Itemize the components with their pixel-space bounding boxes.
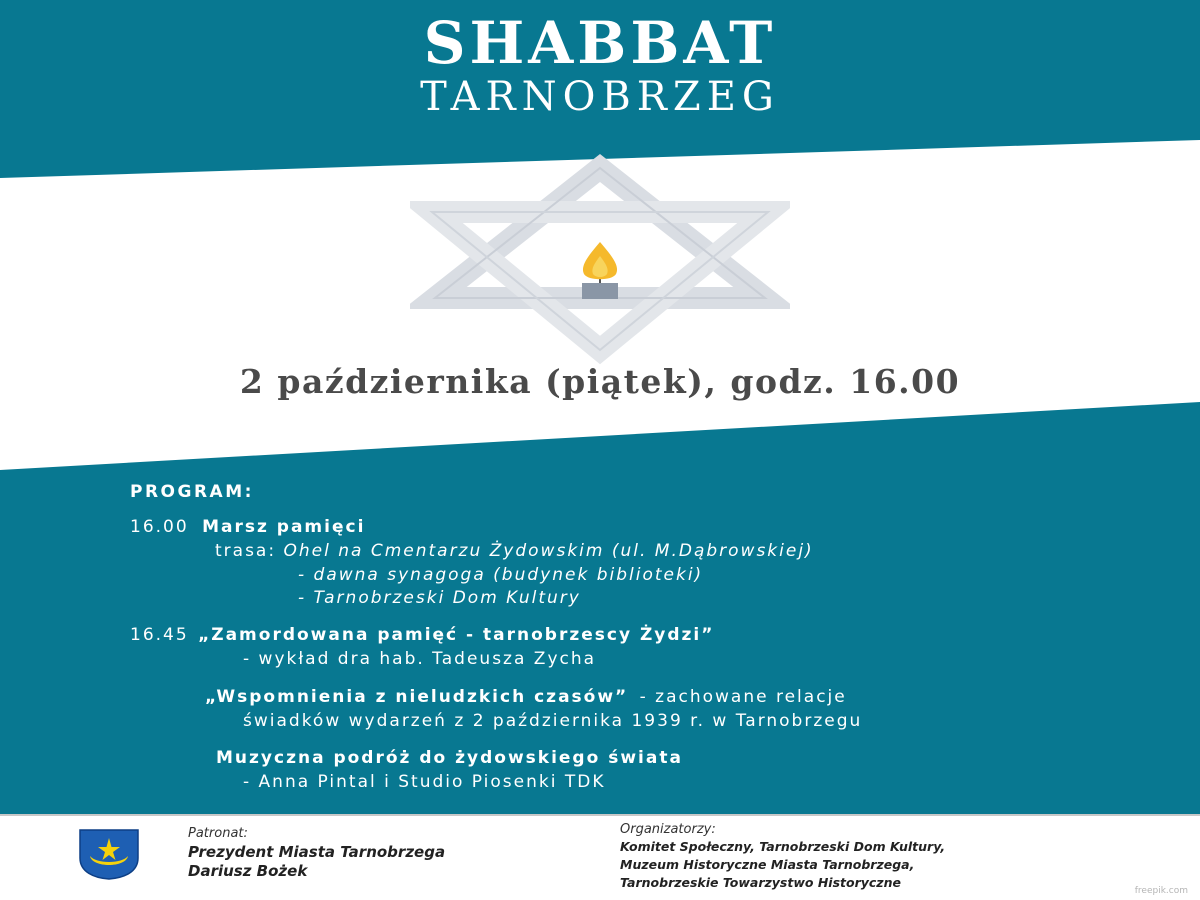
program-item-time: 16.00 bbox=[130, 517, 189, 537]
route-label: trasa: bbox=[215, 541, 277, 561]
patronage-label: Patronat: bbox=[188, 826, 248, 841]
program-item-title: „Wspomnienia z nieludzkich czasów” bbox=[205, 687, 629, 707]
program-item-time: 16.45 bbox=[130, 625, 189, 645]
footer-divider bbox=[0, 814, 1200, 816]
patronage-line: Dariusz Bożek bbox=[188, 862, 308, 880]
organizers-label: Organizatorzy: bbox=[620, 822, 716, 837]
candle-icon bbox=[582, 242, 618, 299]
program-item-detail: - wykład dra hab. Tadeusza Zycha bbox=[243, 649, 597, 669]
organizers-line: Muzeum Historyczne Miasta Tarnobrzega, bbox=[620, 857, 915, 872]
program-item-3 bbox=[205, 685, 847, 709]
patronage-line: Prezydent Miasta Tarnobrzega bbox=[188, 843, 446, 861]
program-heading: PROGRAM: bbox=[130, 482, 254, 502]
watermark-text: freepik.com bbox=[1134, 886, 1188, 896]
organizers-line: Komitet Społeczny, Tarnobrzeski Dom Kultury, bbox=[620, 839, 946, 854]
program-item-2 bbox=[130, 623, 714, 647]
program-item-detail: świadków wydarzeń z 2 października 1939 r. w Tarnobrzegu bbox=[243, 711, 863, 731]
poster-subtitle: TARNOBRZEG bbox=[420, 74, 780, 120]
program-item-detail: - Anna Pintal i Studio Piosenki TDK bbox=[243, 772, 606, 792]
program-item-detail: - zachowane relacje bbox=[639, 687, 847, 707]
tarnobrzeg-coat-of-arms-icon bbox=[78, 828, 140, 880]
event-date-line: 2 października (piątek), godz. 16.00 bbox=[239, 362, 961, 401]
star-of-david-icon bbox=[410, 150, 790, 370]
route-stop: - dawna synagoga (budynek biblioteki) bbox=[298, 565, 704, 585]
program-route bbox=[215, 539, 814, 563]
program-item-title: Marsz pamięci bbox=[202, 517, 366, 537]
program-item-title: „Zamordowana pamięć - tarnobrzescy Żydzi” bbox=[198, 625, 715, 645]
program-item-1 bbox=[130, 515, 365, 539]
route-stop: - Tarnobrzeski Dom Kultury bbox=[298, 588, 581, 608]
program-item-4: Muzyczna podróż do żydowskiego świata bbox=[216, 748, 683, 768]
organizers-line: Tarnobrzeskie Towarzystwo Historyczne bbox=[620, 875, 901, 890]
route-stop: Ohel na Cmentarzu Żydowskim (ul. M.Dąbrowskiej) bbox=[283, 541, 814, 561]
poster-title: SHABBAT bbox=[423, 9, 777, 77]
